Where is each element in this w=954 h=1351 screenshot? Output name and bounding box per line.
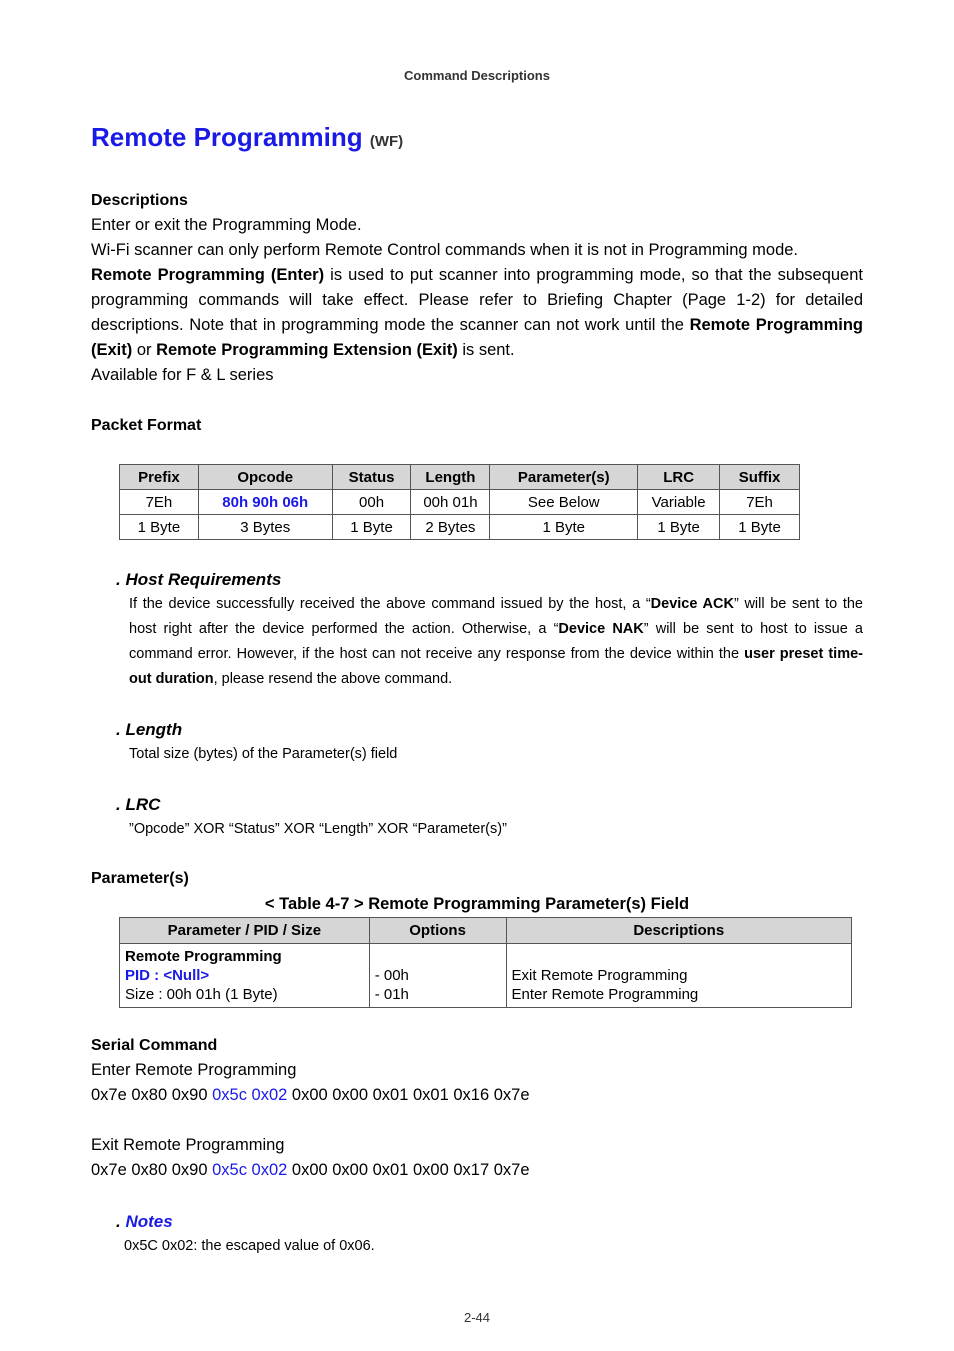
header-options: Options [369, 918, 506, 944]
descriptions-line1: Enter or exit the Programming Mode. [91, 216, 362, 234]
table-cell: 1 Byte [720, 515, 800, 540]
table-cell: 7Eh [120, 490, 199, 515]
exit-cmd-pre: 0x7e 0x80 0x90 [91, 1161, 213, 1179]
description-exit: Exit Remote Programming [511, 967, 688, 984]
table-cell: 1 Byte [490, 515, 638, 540]
bold-remote-exit: Remote Programming (Exit) [91, 316, 863, 359]
description-enter: Enter Remote Programming [511, 986, 699, 1003]
exit-cmd-post: 0x00 0x00 0x01 0x00 0x17 0x7e [287, 1161, 530, 1179]
host-text-2: ” will be sent to the host right after the device performed the action. Otherwise, a “ [129, 596, 863, 637]
serial-enter-command [91, 1083, 530, 1108]
header-status: Status [332, 465, 411, 490]
descriptions-line2: Wi-Fi scanner can only perform Remote Control commands when it is not in Programming mode. [91, 241, 799, 259]
table-cell: See Below [490, 490, 638, 515]
options-cell [369, 944, 506, 1008]
device-ack: Device ACK [650, 596, 734, 612]
host-text-1: If the device successfully received the above command issued by the host, a “ [129, 596, 651, 612]
paragraph-text-3: is sent. [457, 341, 515, 359]
parameter-name: Remote Programming [125, 948, 282, 965]
parameters-heading: Parameter(s) [91, 870, 189, 887]
paragraph-text-1: is used to put scanner into programming mode, so that the subsequent programming commands will take effect. Please refer to Briefing Chapter (Page 1-2) for detailed descriptions. Note that in programming mode the scanner can not work until the [91, 266, 863, 334]
title-text: Remote Programming [91, 122, 363, 152]
serial-command-heading: Serial Command [91, 1037, 218, 1054]
header-parameter-pid-size: Parameter / PID / Size [120, 918, 370, 944]
parameters-header-row [120, 918, 852, 944]
lrc-text: ”Opcode” XOR “Status” XOR “Length” XOR “Parameter(s)” [129, 821, 507, 837]
table-cell: 1 Byte [120, 515, 199, 540]
header-parameters: Parameter(s) [490, 465, 638, 490]
serial-exit-label: Exit Remote Programming [91, 1136, 285, 1154]
host-text-3: ” will be sent to host to issue a command error. However, if the host can not receive any response from the device within the [129, 621, 863, 662]
paragraph-text-2: or [132, 341, 157, 359]
host-text-4: , please resend the above command. [213, 671, 453, 687]
title-suffix: (WF) [369, 133, 404, 150]
serial-enter-label: Enter Remote Programming [91, 1061, 297, 1079]
table-cell: 00h 01h [411, 490, 490, 515]
running-header: Command Descriptions [404, 68, 550, 83]
length-text: Total size (bytes) of the Parameter(s) field [129, 746, 398, 762]
header-opcode: Opcode [198, 465, 332, 490]
header-lrc: LRC [638, 465, 720, 490]
descriptions-heading: Descriptions [91, 192, 188, 209]
option-01h: - 01h [374, 986, 409, 1003]
table-cell: 00h [332, 490, 411, 515]
packet-format-heading: Packet Format [91, 417, 202, 434]
bold-remote-ext-exit: Remote Programming Extension (Exit) [156, 341, 458, 359]
host-requirements-text [129, 592, 863, 692]
parameters-table [119, 917, 852, 1008]
header-length: Length [411, 465, 490, 490]
header-prefix: Prefix [120, 465, 199, 490]
device-nak: Device NAK [558, 621, 644, 637]
page-number: 2-44 [463, 1310, 491, 1325]
descriptions-cell [506, 944, 851, 1008]
parameter-size: Size : 00h 01h (1 Byte) [125, 986, 278, 1003]
option-00h: - 00h [374, 967, 409, 984]
table-cell: 3 Bytes [198, 515, 332, 540]
header-descriptions: Descriptions [506, 918, 851, 944]
enter-cmd-post: 0x00 0x00 0x01 0x01 0x16 0x7e [287, 1086, 530, 1104]
notes-text: 0x5C 0x02: the escaped value of 0x06. [124, 1238, 375, 1254]
notes-dot: . [116, 1212, 126, 1231]
table-row [120, 944, 852, 1008]
packet-values-row [120, 490, 800, 515]
timeout-duration: user preset time-out duration [129, 646, 863, 687]
bold-remote-enter: Remote Programming (Enter) [91, 266, 325, 284]
table-cell: 2 Bytes [411, 515, 490, 540]
packet-sizes-row [120, 515, 800, 540]
table-cell: 1 Byte [638, 515, 720, 540]
header-suffix: Suffix [720, 465, 800, 490]
descriptions-paragraph [91, 263, 863, 363]
exit-cmd-escaped: 0x5c 0x02 [212, 1161, 288, 1179]
length-heading: . Length [116, 720, 183, 739]
table-cell: Variable [638, 490, 720, 515]
packet-format-table [119, 464, 800, 540]
table-cell: 7Eh [720, 490, 800, 515]
parameter-pid: PID : <Null> [125, 967, 210, 984]
packet-header-row [120, 465, 800, 490]
page-title [91, 122, 403, 153]
lrc-heading: . LRC [116, 795, 161, 814]
notes-title: Notes [125, 1212, 173, 1231]
parameters-table-caption: < Table 4-7 > Remote Programming Parameter(s) Field [264, 895, 690, 913]
enter-cmd-escaped: 0x5c 0x02 [212, 1086, 288, 1104]
table-cell: 1 Byte [332, 515, 411, 540]
opcode-value: 80h 90h 06h [198, 490, 332, 515]
descriptions-availability: Available for F & L series [91, 366, 274, 384]
notes-heading [116, 1212, 173, 1232]
parameter-cell [120, 944, 370, 1008]
host-requirements-heading: . Host Requirements [116, 570, 282, 589]
serial-exit-command [91, 1158, 530, 1183]
enter-cmd-pre: 0x7e 0x80 0x90 [91, 1086, 213, 1104]
